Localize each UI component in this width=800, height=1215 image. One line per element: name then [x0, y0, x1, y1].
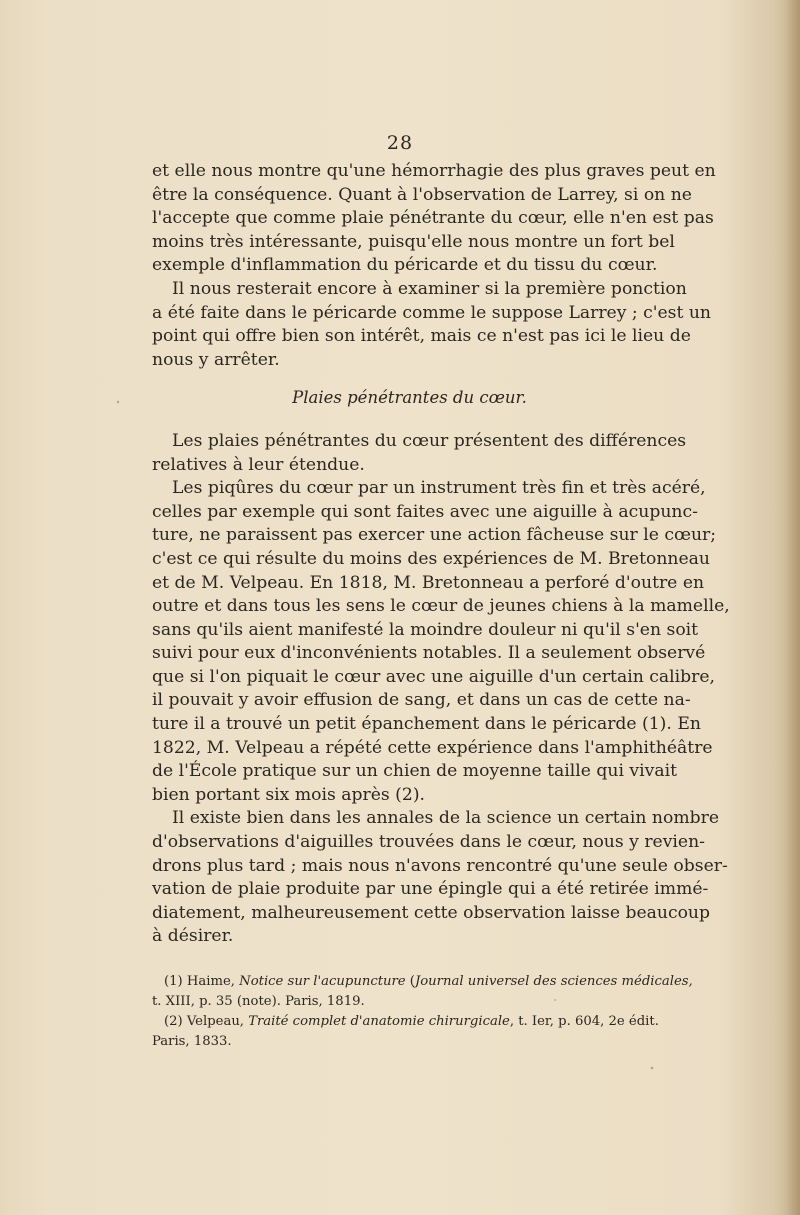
- text-line: nous y arrêter.: [152, 349, 280, 370]
- text-line: d'observations d'aiguilles trouvées dans le cœur, nous y revien-: [152, 832, 705, 853]
- section-heading: Plaies pénétrantes du cœur.: [292, 388, 527, 408]
- text-line: suivi pour eux d'inconvénients notables. Il a seulement observé: [152, 643, 706, 664]
- text-line: et de M. Velpeau. En 1818, M. Bretonneau a perforé d'outre en: [152, 572, 705, 593]
- speck: [651, 1067, 654, 1070]
- text-line: Les piqûres du cœur par un instrument très fin et très acéré,: [172, 478, 706, 499]
- text-line: bien portant six mois après (2).: [152, 784, 425, 805]
- text-line: il pouvait y avoir effusion de sang, et dans un cas de cette na-: [152, 690, 691, 711]
- footnote-1-journal: Journal universel des sciences médicales,: [414, 974, 693, 989]
- footnote-2-line2: Paris, 1833.: [152, 1034, 232, 1049]
- body-text: [152, 160, 730, 949]
- text-line: Les plaies pénétrantes du cœur présentent des différences: [172, 430, 687, 451]
- text-line: a été faite dans le péricarde comme le suppose Larrey ; c'est un: [152, 302, 711, 323]
- page-edge-shadow: [786, 0, 800, 1215]
- text-line: diatement, malheureusement cette observation laisse beaucoup: [152, 902, 711, 923]
- text-line: drons plus tard ; mais nous n'avons rencontré qu'une seule obser-: [152, 855, 728, 876]
- text-line: moins très intéressante, puisqu'elle nous montre un fort bel: [152, 231, 675, 252]
- text-line: celles par exemple qui sont faites avec une aiguille à acupunc-: [152, 501, 698, 522]
- footnote-1-separator: (: [405, 974, 415, 989]
- text-line: être la conséquence. Quant à l'observation de Larrey, si on ne: [152, 184, 692, 205]
- text-line: ture, ne paraissent pas exercer une action fâcheuse sur le cœur;: [152, 525, 717, 546]
- text-line: exemple d'inflammation du péricarde et du tissu du cœur.: [152, 255, 658, 276]
- text-line: que si l'on piquait le cœur avec une aiguille d'un certain calibre,: [152, 666, 715, 687]
- footnote-1-title: Notice sur l'acupuncture: [239, 974, 406, 989]
- footnote-1: [152, 972, 693, 992]
- footnote-1-line2: t. XIII, p. 35 (note). Paris, 1819.: [152, 994, 365, 1009]
- text-line: l'accepte que comme plaie pénétrante du cœur, elle n'en est pas: [152, 208, 714, 229]
- text-line: Il nous resterait encore à examiner si la première ponction: [172, 278, 687, 299]
- text-line: vation de plaie produite par une épingle qui a été retirée immé-: [152, 879, 709, 900]
- text-line: point qui offre bien son intérêt, mais ce n'est pas ici le lieu de: [152, 326, 691, 347]
- page-number: 28: [386, 132, 414, 154]
- text-line: c'est ce qui résulte du moins des expériences de M. Bretonneau: [152, 548, 710, 569]
- text-line: ture il a trouvé un petit épanchement dans le péricarde (1). En: [152, 714, 701, 735]
- text-line: relatives à leur étendue.: [152, 454, 365, 475]
- text-line: outre et dans tous les sens le cœur de jeunes chiens à la mamelle,: [152, 596, 730, 617]
- text-line: Il existe bien dans les annales de la science un certain nombre: [172, 808, 720, 829]
- footnote-2-marker: (2) Velpeau,: [164, 1014, 244, 1029]
- footnotes: [152, 972, 693, 1052]
- text-line: et elle nous montre qu'une hémorrhagie des plus graves peut en: [152, 161, 716, 181]
- footnote-2: [152, 1012, 667, 1032]
- text-line: de l'École pratique sur un chien de moyenne taille qui vivait: [152, 761, 677, 782]
- text-line: 1822, M. Velpeau a répété cette expérience dans l'amphithéâtre: [152, 737, 713, 758]
- speck: [117, 401, 119, 403]
- footnote-2-title: Traité complet d'anatomie chirurgicale: [248, 1014, 510, 1029]
- footnote-1-marker: (1) Haime,: [164, 974, 235, 989]
- text-line: sans qu'ils aient manifesté la moindre douleur ni qu'il s'en soit: [152, 619, 699, 640]
- text-line: à désirer.: [152, 926, 234, 947]
- footnote-2-rest: , t. Ier, p. 604, 2e édit.: [509, 1014, 659, 1029]
